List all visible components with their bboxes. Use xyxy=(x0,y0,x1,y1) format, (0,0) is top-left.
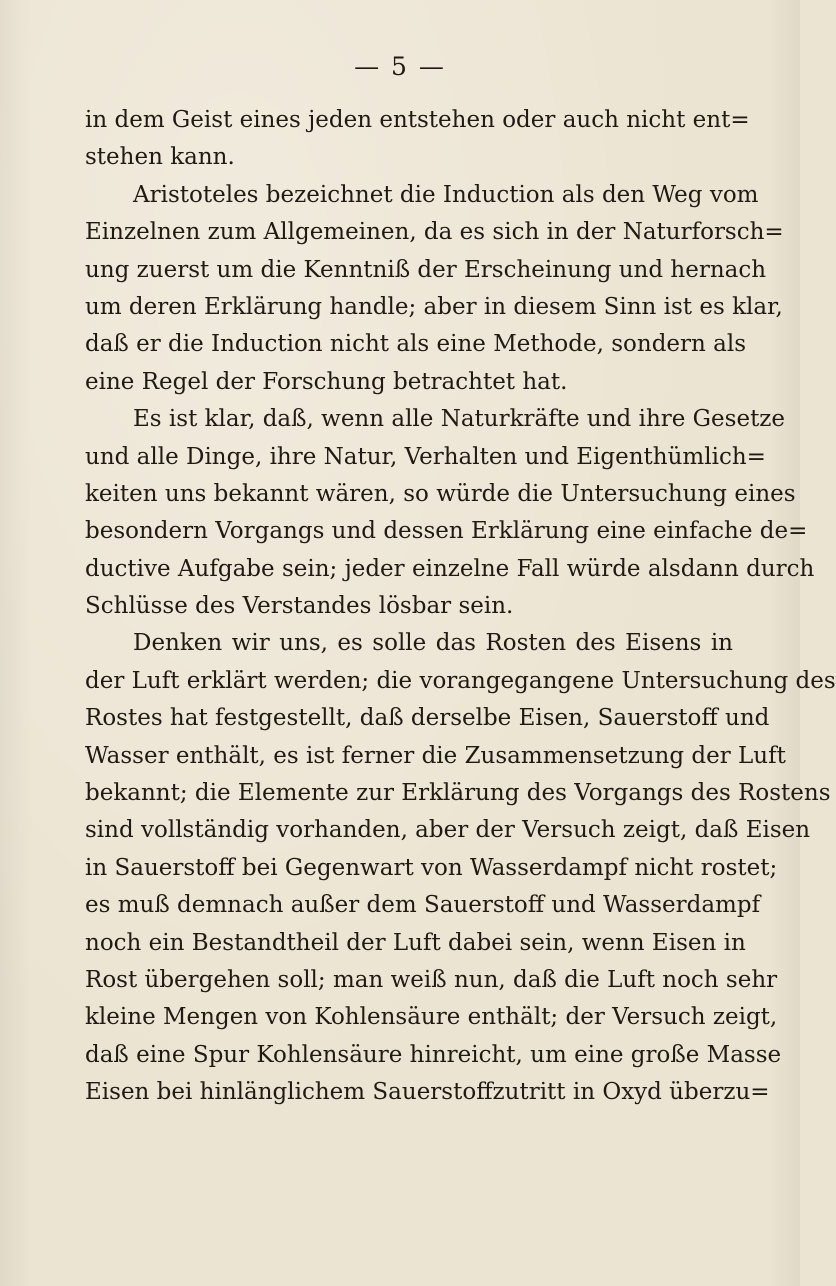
text-line: keiten uns bekannt wären, so würde die Untersuchung eines xyxy=(85,480,796,507)
text-line: bekannt; die Elemente zur Erklärung des Vorgangs des Rostens xyxy=(85,780,831,807)
text-line: es muß demnach außer dem Sauerstoff und Wasserdampf xyxy=(85,892,761,919)
text-line: ductive Aufgabe sein; jeder einzelne Fall würde alsdann durch xyxy=(85,555,815,582)
text-line: daß eine Spur Kohlensäure hinreicht, um eine große Masse xyxy=(85,1041,782,1068)
text-line: Eisen bei hinlänglichem Sauerstoffzutritt in Oxyd überzu= xyxy=(85,1079,770,1106)
text-line: der Luft erklärt werden; die vorangegangene Untersuchung des xyxy=(85,667,836,694)
text-line: kleine Mengen von Kohlensäure enthält; der Versuch zeigt, xyxy=(85,1004,778,1031)
text-line: noch ein Bestandtheil der Luft dabei sein, wenn Eisen in xyxy=(85,929,746,956)
text-line: ung zuerst um die Kenntniß der Erscheinung und hernach xyxy=(85,256,767,283)
text-line: eine Regel der Forschung betrachtet hat. xyxy=(85,368,568,395)
text-line: in dem Geist eines jeden entstehen oder auch nicht ent= xyxy=(85,107,750,133)
text-line: besondern Vorgangs und dessen Erklärung eine einfache de= xyxy=(85,518,808,545)
text-line: und alle Dinge, ihre Natur, Verhalten und Eigenthümlich= xyxy=(85,443,766,470)
text-line: daß er die Induction nicht als eine Methode, sondern als xyxy=(85,331,747,358)
text-line: sind vollständig vorhanden, aber der Versuch zeigt, daß Eisen xyxy=(85,817,811,844)
text-line: Schlüsse des Verstandes lösbar sein. xyxy=(85,593,514,620)
body-text xyxy=(85,102,836,1112)
text-line: um deren Erklärung handle; aber in diesem Sinn ist es klar, xyxy=(85,293,783,320)
text-line: Aristoteles bezeichnet die Induction als den Weg vom xyxy=(133,181,759,208)
text-line: in Sauerstoff bei Gegenwart von Wasserdampf nicht rostet; xyxy=(85,854,778,881)
text-line: Es ist klar, daß, wenn alle Naturkräfte und ihre Gesetze xyxy=(133,406,786,433)
text-line: Wasser enthält, es ist ferner die Zusammensetzung der Luft xyxy=(85,742,786,769)
text-line: Denken wir uns, es solle das Rosten des Eisens in xyxy=(133,630,733,657)
page-number: — 5 — xyxy=(354,52,446,81)
text-line: stehen kann. xyxy=(85,144,235,171)
text-line: Rostes hat festgestellt, daß derselbe Eisen, Sauerstoff und xyxy=(85,705,770,732)
text-line: Einzelnen zum Allgemeinen, da es sich in der Naturforsch= xyxy=(85,219,784,246)
text-line: Rost übergehen soll; man weiß nun, daß die Luft noch sehr xyxy=(85,966,778,993)
